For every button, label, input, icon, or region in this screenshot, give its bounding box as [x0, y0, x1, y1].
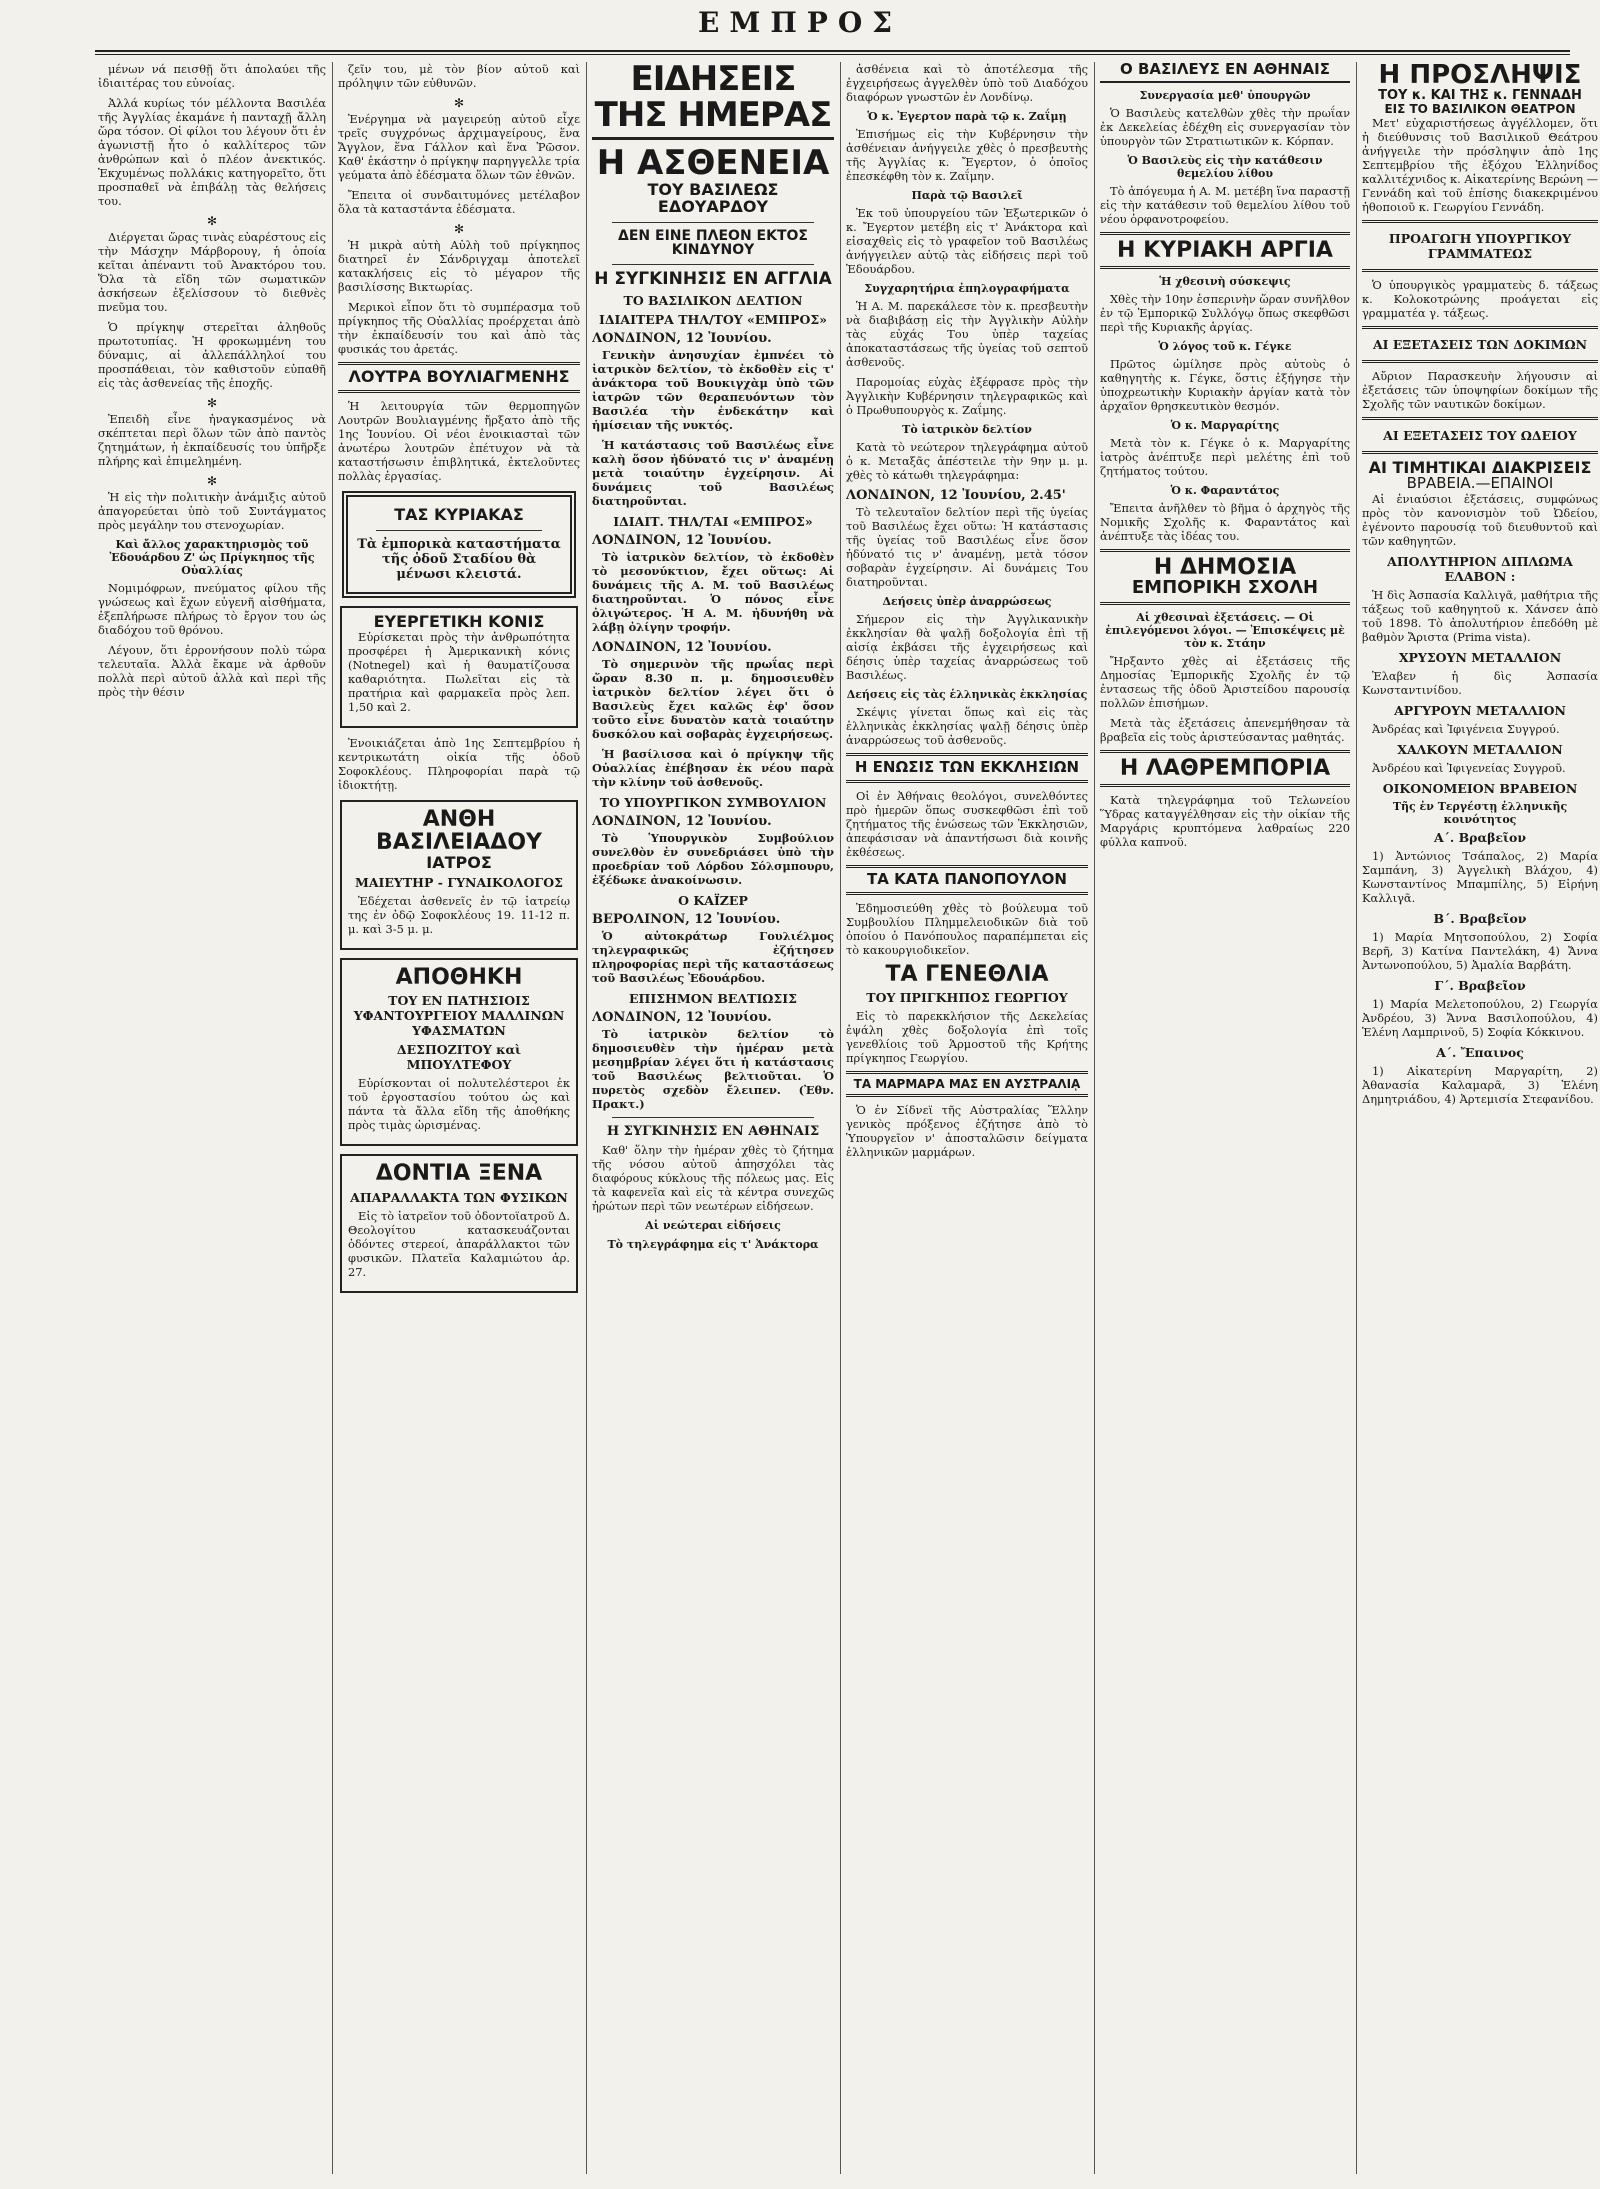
article-paragraph: Πρῶτος ὡμίλησε πρὸς αὐτοὺς ὁ καθηγητὴς κ. Γέγκε, ὅστις ἐξήγησε τὴν ὑποχρεωτικὴν Κυριακὴν ἀργίαν κατὰ τὸν ἀρχαῖον θρησκευτικὸν θεσμόν.	[1100, 356, 1350, 413]
article-paragraph: Χθὲς τὴν 10ην ἑσπερινὴν ὥραν συνῆλθον ἐν τῷ Ἐμπορικῷ Συλλόγῳ ὅπως σκεφθῶσι περὶ τῆς Κυριακῆς ἀργίας.	[1100, 291, 1350, 334]
warehouse-subtitle: ΤΟΥ ΕΝ ΠΑΤΗΣΙΟΙΣ ΥΦΑΝΤΟΥΡΓΕΙΟΥ ΜΑΛΛΙΝΩΝ ΥΦΑΣΜΑΤΩΝ	[353, 993, 565, 1039]
article-paragraph: Μετὰ τὸν κ. Γέγκε ὁ κ. Μαργαρίτης ἰατρὸς ἀνέπτυξε περὶ μελέτης ἐπὶ τοῦ ζητήματος τούτου.	[1100, 435, 1350, 478]
column-2	[338, 62, 580, 2174]
column-6	[1362, 62, 1598, 2174]
headline-gennadis: ΤΟΥ κ. ΚΑΙ ΤΗΣ κ. ΓΕΝΝΑΔΗ	[1378, 88, 1582, 104]
column-1	[98, 62, 326, 2174]
article-paragraph: μένων νά πεισθῇ ὅτι ἀπολαύει τῆς ἰδιαιτέρας του εὐνοίας.	[98, 62, 326, 90]
article-paragraph: Ἐνέργημα νὰ μαγειρεύῃ αὐτοῦ εἶχε τρεῖς συγχρόνως ἀρχιμαγείρους, ἕνα Ἄγγλον, ἕνα Γάλλον καὶ ἕνα Ῥῶσον. Καθ' ἑκάστην ὁ πρίγκηψ παρηγγελλε τρία γεύματα ἀπὸ ἐδέσματα ὅλων τῶν ἐθνῶν.	[338, 112, 580, 182]
article-paragraph: Ἡ μικρὰ αὐτὴ Αὐλὴ τοῦ πρίγκηπος διατηρεῖ ἐν Σάνδριγχαμ ἀποτελεῖ κατακλήσεις εἰς τὸ μέγαρον τῆς βασιλίσσης Βικτωρίας.	[338, 238, 580, 294]
teeth-subtitle: ΑΠΑΡΑΛΛΑΚΤΑ ΤΩΝ ΦΥΣΙΚΩΝ	[350, 1189, 568, 1205]
article-paragraph: 1) Μαρία Μελετοπούλου, 2) Γεωργία Ἀνδρέου, 3) Ἄννα Βασιλοπούλου, 4) Ἑλένη Λαμπρινοῦ, 5) Σοφία Κόκκινου.	[1362, 997, 1598, 1040]
article-subheading: Καὶ ἄλλος χαρακτηρισμὸς τοῦ Ἐδουάρδου Ζ' ὡς Πρίγκηπος τῆς Οὐαλλίας	[109, 538, 315, 577]
teeth-title: ΔΟΝΤΙΑ ΞΕΝΑ	[375, 1161, 543, 1187]
column-divider	[1356, 62, 1357, 2174]
article-subheading: Ὁ κ. Ἐγερτον παρὰ τῷ κ. Ζαΐμῃ	[867, 110, 1067, 123]
masthead-rule	[95, 50, 1570, 52]
article-paragraph: ἀσθένεια καὶ τὸ ἀποτέλεσμα τῆς ἐγχειρήσεως ἀγγελθὲν ὑπὸ τοῦ Διαδόχου διαφόρων γνωστῶν ἐν Λονδίνῳ.	[846, 62, 1088, 104]
headline-panopoulos: ΤΑ ΚΑΤΑ ΠΑΝΟΠΟΥΛΟΝ	[867, 869, 1067, 888]
warehouse-owners: ΔΕΣΠΟΖΙΤΟΥ καὶ ΜΠΟΥΛΤΕΦΟΥ	[396, 1042, 522, 1073]
prize-heading: Β΄. Βραβεῖον	[1433, 911, 1527, 927]
article-paragraph: 1) Αἰκατερίνη Μαργαρίτη, 2) Ἀθανασία Καλαμαρᾶ, 3) Ἑλένη Δημητριάδου, 4) Ἀρτεμισία Στεφανίδου.	[1362, 1064, 1598, 1107]
column-3	[592, 62, 834, 2174]
headline-honors: ΑΙ ΤΙΜΗΤΙΚΑΙ ΔΙΑΚΡΙΣΕΙΣ	[1368, 457, 1592, 477]
article-paragraph: Ἡ εἰς τὴν πολιτικὴν ἀνάμιξις αὐτοῦ ἀπαγορεύεται ὑπὸ τοῦ Συντάγματος πρὸς μεγάλην του στενοχωρίαν.	[98, 490, 326, 532]
headline-box	[1100, 549, 1350, 605]
warehouse-title: ΑΠΟΘΗΚΗ	[395, 965, 523, 991]
article-paragraph: Ὁ Βασιλεὺς κατελθὼν χθὲς τὴν πρωΐαν ἐκ Δεκελείας ἐδέχθη εἰς συνεργασίαν τὸν ὑπουργὸν τῶν Στρατιωτικῶν κ. Κόρπαν.	[1100, 105, 1350, 148]
article-paragraph: Ἀλλά κυρίως τόν μέλλοντα Βασιλέα τῆς Ἀγγλίας ἐκαμάνε ἡ πανταχῇ ἄλλη ὥρα τόσον. Οἱ φίλοι του λέγουν ὅτι ἐν ἀγωνιστῇ ἦτο ὁ καλλίτερος τῶν ἀνθρώπων καὶ ὁ πλέον ἀνεκτικός. Ἐκχυμένως πολλάκις κατηγορεῖτο, ὅτι προσπαθεῖ νὰ ἐπιβάλῃ τὰς θελήσεις του.	[98, 96, 326, 208]
doctor-specialty: ΜΑΙΕΥΤΗΡ - ΓΥΝΑΙΚΟΛΟΓΟΣ	[355, 875, 563, 891]
bath-notice	[338, 362, 580, 393]
dateline: ΛΟΝΔΙΝΟΝ, 12 Ἰουνίου.	[592, 330, 772, 346]
article-paragraph: Ἀνδρέας καὶ Ἰφιγένεια Συγγρού.	[1372, 722, 1560, 737]
prize-heading: ΧΑΛΚΟΥΝ ΜΕΤΑΛΛΙΟΝ	[1397, 742, 1563, 758]
article-subheading: Αἱ χθεσιναὶ ἐξετάσεις. — Οἱ ἐπιλεγόμενοι λόγοι. — Ἐπισκέψεις μὲ τὸν κ. Στάην	[1105, 610, 1345, 650]
headline-king: ΤΟΥ ΒΑΣΙΛΕΩΣ ΕΔΟΥΑΡΔΟΥ	[647, 180, 779, 216]
article-paragraph: Μερικοὶ εἶπον ὅτι τὸ συμπέρασμα τοῦ πρίγκηπος τῆς Οὐαλλίας προέρχεται ἀπὸ τὴν ἐκπαίδευσίν του καὶ ἀπὸ τὰς φυσικάς του ἀρετάς.	[338, 300, 580, 356]
subheading-kaiser: Ο ΚΑΪΖΕΡ	[678, 892, 748, 908]
column-divider	[586, 62, 587, 2174]
article-paragraph: Ἐδημοσιεύθη χθὲς τὸ βούλευμα τοῦ Συμβουλίου Πλημμελειοδικῶν διὰ τοῦ ὁποίου ὁ Πανόπουλος παραπέμπεται εἰς τὸ κακουργιοδικεῖον.	[846, 900, 1088, 957]
article-paragraph: Ἔπειτα οἱ συνδαιτυμόνες μετέλαβον ὅλα τὰ καταστάντα ἐδέσματα.	[338, 188, 580, 216]
article-paragraph: Καθ' ὅλην τὴν ἡμέραν χθὲς τὸ ζήτημα τῆς νόσου αὐτοῦ ἀπησχόλει τὰς διαφόρους κύκλους τῆς πόλεως μας. Εἰς τὰ καφενεῖα καὶ εἰς τὰ κέντρα συνεχῶς ἡρώτων περὶ τῶν νεωτέρων εἰδήσεων.	[592, 1142, 834, 1213]
headline-box	[1100, 750, 1350, 787]
article-paragraph: Ἡ λειτουργία τῶν θερμοπηγῶν Λουτρῶν Βουλιαγμένης ἤρξατο ἀπὸ τῆς 1ης Ἰουνίου. Οἱ νέοι ἐνοικιασταὶ τῶν ἀνωτέρω λουτρῶν ἐπέτυχον νὰ τὰ καταστήσωσιν ἐπιβλητικά, ἐκτελοῦντες πολλὰς ἐργασίας.	[338, 398, 580, 483]
article-paragraph: 1) Μαρία Μητσοπούλου, 2) Σοφία Βερῆ, 3) Κατίνα Παντελάκη, 4) Ἄννα Ἀντωνοπούλου, 5) Ἀμαλία Βαρβάτη.	[1362, 930, 1598, 973]
dateline: ΛΟΝΔΙΝΟΝ, 12 Ἰουνίου.	[592, 1009, 772, 1025]
article-paragraph: Ὁ ὑπουργικὸς γραμματεὺς δ. τάξεως κ. Κολοκοτρώνης προάγεται εἰς γραμματέα γ. τάξεως.	[1362, 277, 1598, 320]
telegram-text: Ἡ βασίλισσα καὶ ὁ πρίγκηψ τῆς Οὐαλλίας ἐπέβησαν ἐκ νέου παρὰ τὴν κλίνην τοῦ ἀσθενοῦς.	[592, 746, 834, 789]
telegram-text: Τὸ Ὑπουργικὸν Συμβούλιον συνελθὸν ἐν συνεδριάσει ὑπὸ τὴν προεδρίαν τοῦ Λόρδου Σόλσμπουρυ, ἐξέδωκε ἀνακοίνωσιν.	[592, 830, 834, 887]
article-paragraph: Μετ' εὐχαριστήσεως ἀγγέλλομεν, ὅτι ἡ διεύθυνσις τοῦ Βασιλικοῦ Θεάτρου ἀνήγγειλε τὴν πρόσληψιν ἀπὸ 1ης Σεπτεμβρίου τῆς ἐξόχου Ἑλληνίδος καλλιτέχνιδος κ. Αἰκατερίνης Βερώνη — Γεννάδη καὶ τοῦ ἐπίσης διακεκριμένου ἠθοποιοῦ κ. Γεωργίου Γεννάδη.	[1362, 115, 1598, 214]
telegram-text: Τὸ ἰατρικὸν δελτίον, τὸ ἐκδοθὲν τὸ μεσονύκτιον, ἔχει οὕτως: Αἱ δυνάμεις τῆς Α. Μ. τοῦ Βασιλέως διατηροῦνται. Ὁ πόνος εἶνε ὀλιγώτερος. Ἡ Α. Μ. ἠδυνήθη νὰ λάβῃ ὀλίγην τροφήν.	[592, 549, 834, 634]
column-4	[846, 62, 1088, 2174]
article-subheading: Δεήσεις εἰς τὰς ἑλληνικὰς ἐκκλησίας	[846, 688, 1088, 701]
article-subheading: Ὁ Βασιλεὺς εἰς τὴν κατάθεσιν θεμελίου λίθου	[1127, 153, 1323, 180]
subheading-telegrams: ΙΔΙΑΙΤΕΡΑ ΤΗΛ/ΤΟΥ «ΕΜΠΡΟΣ»	[599, 311, 827, 327]
article-paragraph: Διέργεται ὥρας τινὰς εὐαρέστους εἰς τὴν Μάσχην Μάρβορουγ, ἡ ὁποία κεῖται ἀπέναντι τοῦ Ἀνακτόρου του. Ὅλα τὰ εἴδη τῶν σωματικῶν ἀσκήσεων ἐξελίσσουν τὸ διεθνὲς πνεῦμα του.	[98, 230, 326, 314]
headline-illness: Η ΑΣΘΕΝΕΙΑ	[596, 143, 830, 184]
article-paragraph: Σκέψις γίνεται ὅπως καὶ εἰς τὰς ἑλληνικὰς ἐκκλησίας ψαλῇ δέησις ὑπὲρ ἀναρρώσεως τοῦ ἀσθενοῦς.	[846, 705, 1088, 747]
article-paragraph: Ἐπισήμως εἰς τὴν Κυβέρνησιν τὴν ἀσθένειαν ἀνήγγειλε χθὲς ὁ πρεσβευτὴς τῆς Ἀγγλίας κ. Ἔγερτον, ὁ ὁποῖος ἐπεσκέφθη τὸν κ. Ζαΐμην.	[846, 127, 1088, 183]
article-paragraph: Ὁ ἐν Σίδνεϊ τῆς Αὐστραλίας Ἕλλην γενικὸς πρόξενος ἐζήτησε ἀπὸ τὸ Ὑπουργεῖον ν' ἀποσταλῶσιν δείγματα ἑλληνικῶν μαρμάρων.	[846, 1103, 1088, 1160]
divider	[376, 530, 542, 531]
column-divider	[332, 62, 333, 2174]
prize-heading: Α΄. Βραβεῖον	[1433, 830, 1527, 846]
article-paragraph: Κατὰ τὸ νεώτερον τηλεγράφημα αὐτοῦ ὁ κ. Μεταξᾶς ἀπέστειλε τὴν 9ην μ. μ. χθὲς τὸ κάτωθι τηλεγράφημα:	[846, 440, 1088, 482]
section-ornament: ✻	[453, 222, 465, 236]
telegram-text: Τὸ σημερινὸν τῆς πρωΐας περὶ ὥραν 8.30 π. μ. δημοσιευθὲν ἰατρικὸν δελτίον λέγει ὅτι ὁ Βασιλεὺς ἔχει καλῶς ἐφ' ὅσον τοῦτο εἶνε δυνατὸν κατὰ τοιαύτην δυσκόλου καὶ σοβαρὰς ἐγχειρήσεως.	[592, 656, 834, 741]
warehouse-ad	[340, 958, 578, 1146]
article-paragraph: Οἱ ἐν Ἀθήναις θεολόγοι, συνελθόντες πρὸ ἡμερῶν ὅπως συσκεφθῶσι ἐπὶ τοῦ ζητήματος τῆς ἑνώσεως τῶν Ἐκκλησιῶν, ἀπεφάσισαν νὰ ἀπαντήσωσι διὰ κοινῆς ἐκθέσεως.	[846, 788, 1088, 859]
article-subheading: Δεήσεις ὑπὲρ ἀναρρώσεως	[882, 595, 1052, 608]
article-subheading: Συγχαρητήρια ἐπηλογραφήματα	[864, 282, 1070, 295]
subheading-telegrams: ΙΔΙΑΙΤ. ΤΗΛ/ΤΑΙ «ΕΜΠΡΟΣ»	[613, 513, 813, 529]
prize-heading: ΑΠΟΛΥΤΗΡΙΟΝ ΔΙΠΛΩΜΑ ΕΛΑΒΟΝ :	[1387, 554, 1573, 585]
doctor-title: ΙΑΤΡΟΣ	[426, 852, 492, 872]
headline-box	[1362, 326, 1598, 363]
telegram-text: Ὁ αὐτοκράτωρ Γουλιέλμος τηλεγραφικῶς ἐζήτησεν πληροφορίας περὶ τῆς καταστάσεως τοῦ Βασιλέως Ἐδουάρδου.	[592, 928, 834, 985]
article-paragraph: Παρομοίας εὐχὰς ἐξέφρασε πρὸς τὴν Ἀγγλικὴν Κυβέρνησιν τηλεγραφικῶς καὶ ὁ Πρωθυπουργὸς κ. Ζαΐμης.	[846, 375, 1088, 417]
headline-box	[1100, 232, 1350, 269]
headline-hiring: Η ΠΡΟΣΛΗΨΙΣ	[1378, 62, 1582, 90]
article-paragraph: Ἐλαβεν ἡ δὶς Ἀσπασία Κωνσταντινίδου.	[1362, 669, 1598, 698]
article-subheading: Ὁ κ. Φαραντάτος	[1170, 483, 1280, 497]
subheading-prince: ΤΟΥ ΠΡΙΓΚΗΠΟΣ ΓΕΩΡΓΙΟΥ	[866, 989, 1068, 1005]
headline-box	[1362, 220, 1598, 272]
headline-danger: ΔΕΝ ΕΙΝΕ ΠΛΕΟΝ ΕΚΤΟΣ ΚΙΝΔΥΝΟΥ	[618, 227, 808, 259]
article-paragraph: Ἡ Α. Μ. παρεκάλεσε τὸν κ. πρεσβευτὴν νὰ διαβιβάσῃ εἰς τὴν Ἀγγλικὴν Αὐλὴν τὰς εὐχάς Του ὑπὲρ ταχείας ἀποκαταστάσεως τῆς ὑγείας τοῦ σεπτοῦ ἀσθενοῦς.	[846, 299, 1088, 369]
telegram-text: Γενικὴν ἀνησυχίαν ἐμπνέει τὸ ἰατρικὸν δελτίον, τὸ ἐκδοθὲν εἰς τ' ἀνάκτορα τοῦ Βουκιγχὰμ ὑπὸ τῶν ἰατρῶν τῶν θεραπευόντων τὸν Βασιλέα τὴν ἑνδεκάτην καὶ ἡμίσειαν τῆς νυκτός.	[592, 347, 834, 432]
article-paragraph: Τὸ τελευταῖον δελτίον περὶ τῆς ὑγείας τοῦ Βασιλέως ἔχει οὕτω: Ἡ κατάστασις τῆς ὑγείας τοῦ Βασιλέως εἶνε ὅσον ἠδύνατό τις ν' ἀναμένῃ, μετὰ τόσον σοβαρὰν ἐγχείρησιν. Αἱ δυνάμεις Του διατηροῦνται.	[846, 505, 1088, 589]
article-paragraph: ζεῖν του, μὲ τὸν βίον αὐτοῦ καὶ πρόληψιν τῶν εὐθυνῶν.	[338, 62, 580, 90]
charity-ad	[340, 606, 578, 729]
article-paragraph: Μετὰ τὰς ἐξετάσεις ἀπενεμήθησαν τὰ βραβεῖα εἰς τοὺς ἀριστεύσαντας μαθητάς.	[1100, 715, 1350, 744]
article-subheading: Αἱ νεώτεραι εἰδήσεις	[645, 1218, 781, 1232]
dateline: ΛΟΝΔΙΝΟΝ, 12 Ἰουνίου.	[592, 813, 772, 829]
headline-prizes: ΒΡΑΒΕΙΑ.—ΕΠΑΙΝΟΙ	[1406, 474, 1554, 493]
subheading-improvement: ΕΠΙΣΗΜΟΝ ΒΕΛΤΙΩΣΙΣ	[629, 990, 797, 1006]
divider	[612, 222, 814, 223]
subheading-bulletin: ΤΟ ΒΑΣΙΛΙΚΟΝ ΔΕΛΤΙΟΝ	[623, 292, 803, 308]
headline-promotion: ΠΡΟΑΓΩΓΗ ΥΠΟΥΡΓΙΚΟΥ ΓΡΑΜΜΑΤΕΩΣ	[1388, 230, 1572, 261]
article-paragraph: Τὸ ἀπόγευμα ἡ Α. Μ. μετέβη ἵνα παραστῇ εἰς τὴν κατάθεσιν τοῦ θεμελίου λίθου τοῦ νέου ὀρφανοτροφείου.	[1100, 183, 1350, 226]
article-subheading: Τὸ ἰατρικὸν δελτίον	[902, 423, 1032, 436]
article-subheading: Συνεργασία μεθ' ὑπουργῶν	[1139, 88, 1311, 102]
headline-smuggling: Η ΛΑΘΡΕΜΠΟΡΙΑ	[1119, 755, 1331, 781]
article-paragraph: Σήμερον εἰς τὴν Ἀγγλικανικὴν ἐκκλησίαν θὰ ψαλῇ δοξολογία ἐπὶ τῇ αἰσίᾳ ἐκβάσει τῆς ἐγχειρήσεως καὶ δέησις ὑπὲρ ταχείας ἀναρρώσεως τοῦ Βασιλέως.	[846, 612, 1088, 682]
prize-heading: ΑΡΓΥΡΟΥΝ ΜΕΤΑΛΛΙΟΝ	[1394, 703, 1566, 719]
charity-title: ΕΥΕΡΓΕΤΙΚΗ ΚΟΝΙΣ	[373, 611, 545, 631]
article-paragraph: Εἰς τὸ παρεκκλήσιον τῆς Δεκελείας ἐψάλη χθὲς δοξολογία ἐπὶ τοῖς γενεθλίοις τοῦ Ἁρμοστοῦ τῆς Κρήτης πρίγκηπος Γεωργίου.	[846, 1008, 1088, 1065]
article-paragraph: 1) Ἀντώνιος Τσάπαλος, 2) Μαρία Σαμπάνη, 3) Ἀγγελικὴ Βλάχου, 4) Κωνσταντίνος Μπαμπίλης, 5) Εἰρήνη Καλλιγᾶ.	[1362, 849, 1598, 906]
column-divider	[840, 62, 841, 2174]
prize-subheading: Τῆς ἐν Τεργέστῃ ἑλληνικῆς κοινότητος	[1392, 800, 1568, 827]
headline-public: Η ΔΗΜΟΣΙΑ	[1153, 554, 1297, 580]
divider	[612, 1117, 814, 1118]
article-paragraph: Νομιμόφρων, πνεύματος φίλου τῆς γνώσεως καὶ ἔχων εὐγενῆ αἰσθήματα, ἐξεπλήρωσε πλήρως τὸ ἔργον του ὡς διαδόχου τοῦ θρόνου.	[98, 581, 326, 637]
article-paragraph: Αἱ ἐνιαύσιοι ἐξετάσεις, συμφώνως πρὸς τὸν κανονισμὸν τοῦ Ὠδείου, ἐγένοντο παρουσίᾳ τοῦ διευθυντοῦ καὶ τῶν καθηγητῶν.	[1362, 492, 1598, 549]
article-subheading: Παρὰ τῷ Βασιλεῖ	[911, 189, 1023, 202]
doctor-name: ΑΝΘΗ ΒΑΣΙΛΕΙΑΔΟΥ	[376, 807, 542, 856]
prize-heading: Α΄. Ἔπαινος	[1436, 1045, 1524, 1061]
headline-birthday: ΤΑ ΓΕΝΕΘΛΙΑ	[885, 961, 1049, 987]
headline-exams-conservatory: ΑΙ ΕΞΕΤΑΣΕΙΣ ΤΟΥ ΩΔΕΙΟΥ	[1383, 427, 1577, 443]
sunday-title: ΤΑΣ ΚΥΡΙΑΚΑΣ	[394, 504, 524, 524]
warehouse-text: Εὑρίσκονται οἱ πολυτελέστεροι ἐκ τοῦ ἐργοστασίου τούτου ὡς καὶ πάντα τὰ ἄλλα εἴδη τῆς ἀποθήκης πρὸς τιμὰς ὡρισμένας.	[348, 1076, 570, 1133]
sunday-notice-box	[342, 491, 576, 598]
prize-heading: ΟΙΚΟΝΟΜΕΙΟΝ ΒΡΑΒΕΙΟΝ	[1382, 781, 1578, 797]
masthead: ΕΜΠΡΟΣ	[697, 6, 903, 39]
sunday-text: Τὰ ἐμπορικὰ καταστήματα τῆς ὁδοῦ Σταδίου θὰ μένωσι κλειστά.	[357, 536, 561, 582]
telegram-text: Τὸ ἰατρικὸν δελτίον τὸ δημοσιευθὲν τὴν ἡμέραν μετὰ μεσημβρίαν λέγει ὅτι ἡ κατάστασις τοῦ Βασιλέως βελτιοῦται. Ὁ πυρετὸς σχεδὸν ἔλειπεν. (Ἐθν. Πρακτ.)	[592, 1026, 834, 1111]
article-paragraph: Αὔριον Παρασκευὴν λήγουσιν αἱ ἐξετάσεις τῶν ὑποψηφίων δοκίμων τῆς Σχολῆς τῶν ναυτικῶν δοκίμων.	[1362, 368, 1598, 411]
headline-box	[1362, 417, 1598, 454]
article-subheading: Τὸ τηλεγράφημα εἰς τ' Ἀνάκτορα	[607, 1237, 819, 1251]
headline-king-athens: Ο ΒΑΣΙΛΕΥΣ ΕΝ ΑΘΗΝΑΙΣ	[1100, 62, 1350, 83]
headline-box	[846, 1071, 1088, 1098]
column-5	[1100, 62, 1350, 2174]
doctor-hours: Ἐδέχεται ἀσθενεῖς ἐν τῷ ἰατρείῳ της ἐν ὁδῷ Σοφοκλέους 19. 11-12 π. μ. καὶ 3-5 μ. μ.	[348, 894, 570, 937]
article-paragraph: Κατὰ τηλεγράφημα τοῦ Τελωνείου Ὕδρας καταγγέλθησαν εἰς τὴν οἰκίαν τῆς Μαργάρις κρυπτόμενα λαθραίως 220 φύλλα καπνοῦ.	[1100, 792, 1350, 849]
bath-title: ΛΟΥΤΡΑ ΒΟΥΛΙΑΓΜΕΝΗΣ	[348, 367, 570, 386]
section-ornament: ✻	[206, 214, 218, 228]
masthead-rule-thin	[95, 54, 1570, 55]
prize-heading: Γ΄. Βραβεῖον	[1434, 978, 1526, 994]
dateline: ΒΕΡΟΛΙΝΟΝ, 12 Ἰουνίου.	[592, 911, 781, 927]
dateline: ΛΟΝΔΙΝΟΝ, 12 Ἰουνίου.	[592, 639, 772, 655]
headline-exams-cadets: ΑΙ ΕΞΕΤΑΣΕΙΣ ΤΩΝ ΔΟΚΙΜΩΝ	[1372, 336, 1588, 352]
headline-sunday-rest: Η ΚΥΡΙΑΚΗ ΑΡΓΙΑ	[1117, 237, 1333, 263]
headline-england: Η ΣΥΓΚΙΝΗΣΙΣ ΕΝ ΑΓΓΛΙΑ	[594, 269, 832, 290]
news-banner: ΕΙΔΗΣΕΙΣ ΤΗΣ ΗΜΕΡΑΣ	[592, 62, 834, 140]
article-paragraph: Ἡ δὶς Ἀσπασία Καλλιγᾶ, μαθήτρια τῆς τάξεως τοῦ καθηγητοῦ κ. Χάνσεν ἀπὸ τοῦ 1898. Τὸ ἀπολυτήριον ἐπεδόθη μὲ βαθμὸν Ἄριστα (Prima vista).	[1362, 588, 1598, 645]
headline-theatre: ΕΙΣ ΤΟ ΒΑΣΙΛΙΚΟΝ ΘΕΑΤΡΟΝ	[1384, 101, 1576, 116]
section-ornament: ✻	[206, 396, 218, 410]
teeth-ad	[340, 1154, 578, 1292]
dateline: ΛΟΝΔΙΝΟΝ, 12 Ἰουνίου, 2.45'	[846, 488, 1066, 503]
charity-text: Εὑρίσκεται πρὸς τὴν ἀνθρωπότητα προσφέρει ἡ Ἀμερικανικὴ κόνις (Notnegel) καὶ ἡ θαυματίζουσα καθαριότητα. Πωλεῖται εἰς τὰ πρατήρια καὶ φαρμακεῖα πρὸς λεπ. 1,50 καὶ 2.	[348, 630, 570, 715]
article-subheading: Ὁ λόγος τοῦ κ. Γέγκε	[1158, 339, 1292, 353]
article-paragraph: Ἤρξαντο χθὲς αἱ ἐξετάσεις τῆς Δημοσίας Ἐμπορικῆς Σχολῆς ἐν τῷ ἐντασεως τῆς ὁδοῦ Ἀριστείδου παρουσίᾳ πολλῶν ἐπισήμων.	[1100, 653, 1350, 710]
article-paragraph: Λέγουν, ὅτι ἐρρονήσουν πολὺ τώρα τελευταῖα. Ἀλλὰ ἔκαμε νὰ ἀρθοῦν πολλὰ περὶ αὐτοῦ ἀλλὰ καὶ περὶ τῆς πρὸς τὴν θέσιν	[98, 643, 326, 699]
article-paragraph: Ἐνοικιάζεται ἀπὸ 1ης Σεπτεμβρίου ἡ κεντρικωτάτη οἰκία τῆς ὁδοῦ Σοφοκλέους. Πληροφορίαι παρὰ τῷ ἰδιοκτήτῃ.	[338, 736, 580, 793]
article-paragraph: Ἔπειτα ἀνῆλθεν τὸ βῆμα ὁ ἀρχηγὸς τῆς Νομικῆς Σχολῆς κ. Φαραντάτος καὶ ἀνέπτυξε τὰς ἰδέας του.	[1100, 500, 1350, 543]
article-paragraph: Ἐπειδὴ εἶνε ἠναγκασμένος νὰ σκέπτεται περὶ ὅλων τῶν ἀπὸ παντὸς ζητημάτων, ἡ ἐκπαίδευσίς του ὑπῆρξε πλήρης καὶ ἐπιμελημένη.	[98, 412, 326, 468]
subheading-council: ΤΟ ΥΠΟΥΡΓΙΚΟΝ ΣΥΜΒΟΥΛΙΟΝ	[599, 794, 827, 810]
article-subheading: Ὁ κ. Μαργαρίτης	[1170, 418, 1280, 432]
teeth-text: Εἰς τὸ ἰατρεῖον τοῦ ὀδοντοϊατροῦ Δ. Θεολογίτου κατασκευάζονται ὀδόντες στερεοί, ἀπαράλλακτοι τῶν φυσικῶν. Πλατεῖα Καλαμιώτου ἀρ. 27.	[348, 1208, 570, 1279]
dateline: ΛΟΝΔΙΝΟΝ, 12 Ἰουνίου.	[592, 532, 772, 548]
headline-churches: Η ΕΝΩΣΙΣ ΤΩΝ ΕΚΚΛΗΣΙΩΝ	[854, 758, 1080, 776]
article-paragraph: Ἐκ τοῦ ὑπουργείου τῶν Ἐξωτερικῶν ὁ κ. Ἔγερτον μετέβη εἰς τ' Ἀνάκτορα καὶ εἰσαχθεὶς εἰς τὸ γραφεῖον τοῦ Βασιλέως ἀνήγγειλεν αὐτῷ τὰς εἰδήσεις περὶ τοῦ Ἐδουάρδου.	[846, 206, 1088, 276]
headline-box	[846, 865, 1088, 895]
section-ornament: ✻	[453, 96, 465, 110]
prize-heading: ΧΡΥΣΟΥΝ ΜΕΤΑΛΛΙΟΝ	[1398, 650, 1562, 666]
headline-commercial-school: ΕΜΠΟΡΙΚΗ ΣΧΟΛΗ	[1131, 576, 1319, 598]
headline-marble: ΤΑ ΜΑΡΜΑΡΑ ΜΑΣ ΕΝ ΑΥΣΤΡΑΛΙᾼ	[853, 1076, 1081, 1091]
section-ornament: ✻	[206, 474, 218, 488]
subheading-athens: Η ΣΥΓΚΙΝΗΣΙΣ ΕΝ ΑΘΗΝΑΙΣ	[606, 1123, 820, 1139]
article-paragraph: Ἀνδρέου καὶ Ἰφιγενείας Συγγροῦ.	[1372, 761, 1566, 776]
article-subheading: Ἡ χθεσινὴ σύσκεψις	[1159, 274, 1291, 288]
doctor-ad	[340, 800, 578, 950]
article-paragraph: Ὁ πρίγκηψ στερεῖται ἀληθοῦς πρωτοτυπίας. Ἡ φροκωμμένη του δύναμις, αἱ ἀλλεπάλληλοί του προσπάθειαι, τὸν καθιστοῦν εὐπαθῆ εἰς τὰς ἀσθενείας τῆς ἐποχῆς.	[98, 320, 326, 390]
divider	[612, 264, 814, 265]
telegram-text: Ἡ κατάστασις τοῦ Βασιλέως εἶνε καλὴ ὅσον ἠδύνατό τις ν' ἀναμένῃ μετὰ τοιαύτην ἐγχείρησιν. Αἱ δυνάμεις τοῦ Βασιλέως διατηροῦνται.	[592, 437, 834, 508]
headline-box	[846, 753, 1088, 783]
column-divider	[1094, 62, 1095, 2174]
